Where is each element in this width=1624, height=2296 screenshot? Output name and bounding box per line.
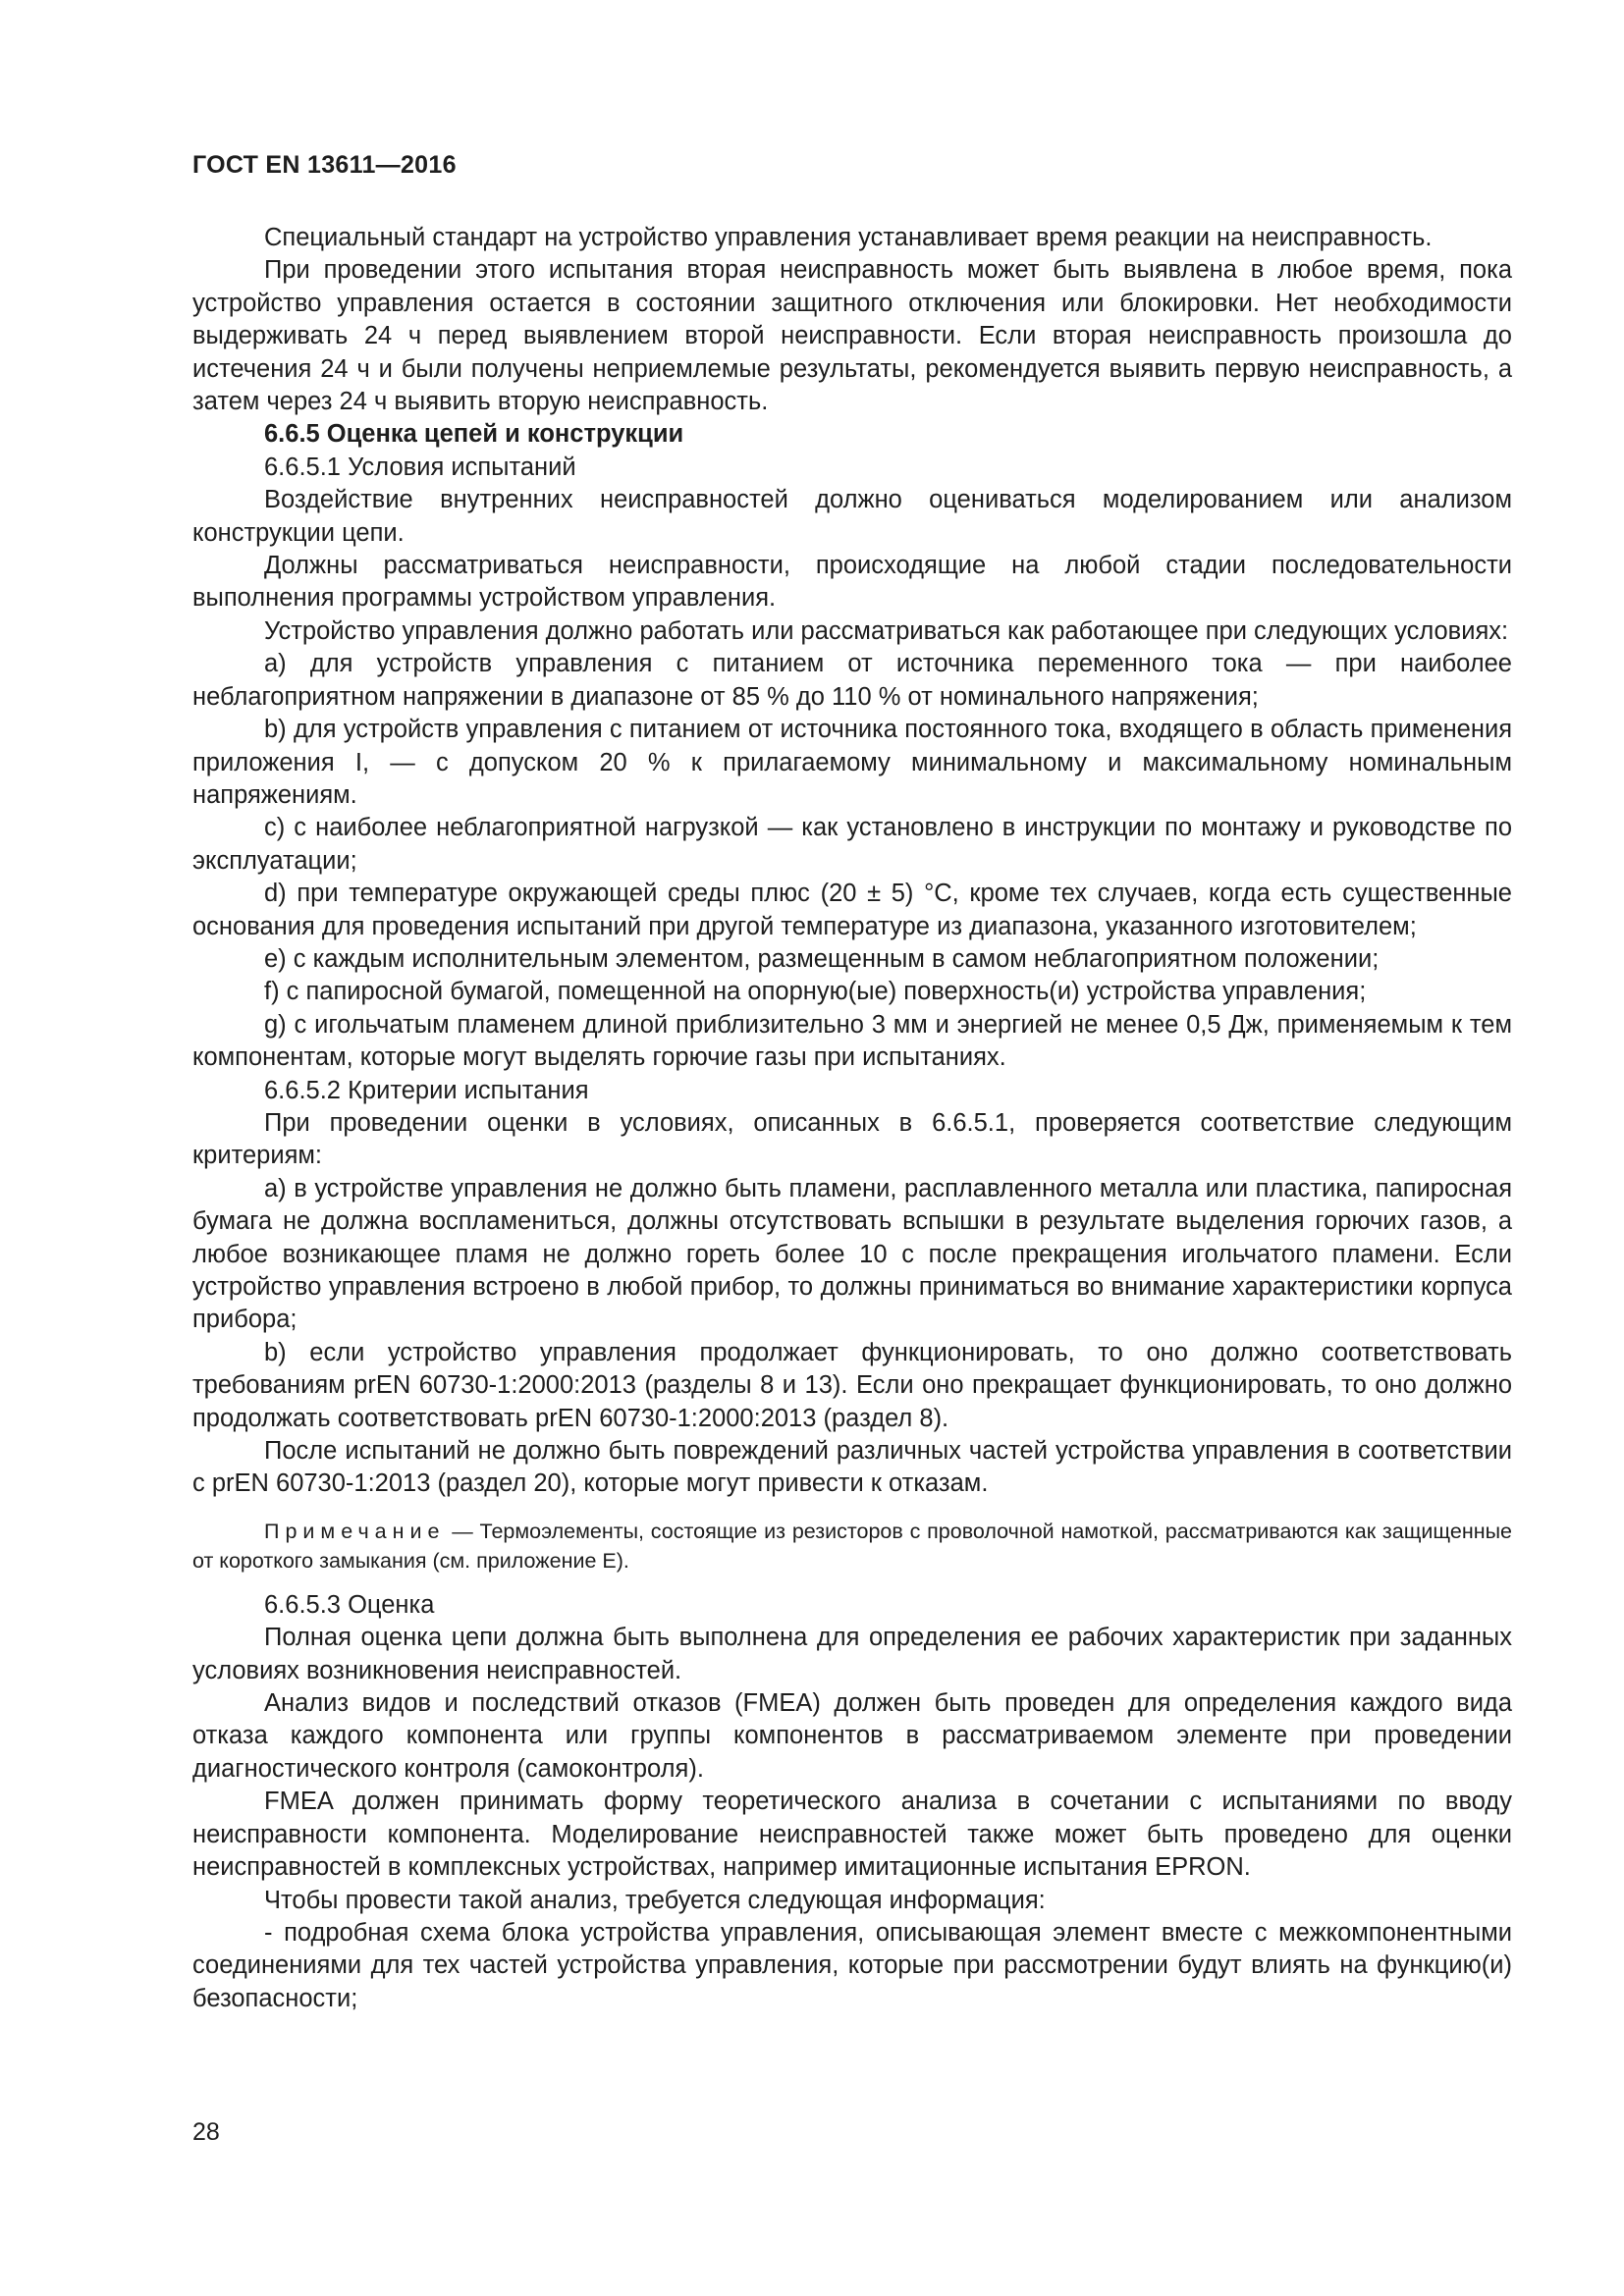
subsection-title-6-6-5-3: 6.6.5.3 Оценка <box>264 1590 435 1619</box>
criteria-item-a: а) в устройстве управления не должно быть пламени, расплавленного металла или пластика, папиросная бумага не должна воспламениться, должны отсутствовать вспышки в результате выделения горючих газов, а любое возникающее пламя не должно гореть более 10 с после прекращения игольчатого пламени. Если устройство управления встроено в любой прибор, то должны приниматься во внимание характеристики корпуса прибора; <box>192 1174 1512 1334</box>
paragraph: Специальный стандарт на устройство управления устанавливает время реакции на неисправность. <box>264 224 1433 251</box>
list-item-d: d) при температуре окружающей среды плюс (20 ± 5) °C, кроме тех случаев, когда есть существенные основания для проведения испытаний при другой температуре из диапазона, указанного изготовителем; <box>192 880 1512 940</box>
note-label: Примечание <box>264 1519 446 1543</box>
document-code: ГОСТ EN 13611—2016 <box>192 151 457 179</box>
paragraph: Полная оценка цепи должна быть выполнена для определения ее рабочих характеристик при заданных условиях возникновения неисправностей. <box>192 1624 1512 1684</box>
list-item-e: e) с каждым исполнительным элементом, размещенным в самом неблагоприятном положении; <box>264 944 1380 973</box>
subsection-title-6-6-5-1: 6.6.5.1 Условия испытаний <box>264 453 576 481</box>
note-text: — Термоэлементы, состоящие из резисторов с проволочной намоткой, рассматриваются как защищенные от короткого замыкания (см. приложение E). <box>192 1519 1512 1573</box>
list-item-b: b) для устройств управления с питанием от источника постоянного тока, входящего в область применения приложения I, — с допуском 20 % к прилагаемому минимальному и максимальному номинальным напряжениям. <box>192 716 1512 809</box>
list-item-dash: - подробная схема блока устройства управления, описывающая элемент вместе с межкомпонентными соединениями для тех частей устройства управления, которые при рассмотрении будут влиять на функцию(и) безопасности; <box>192 1918 1512 2012</box>
paragraph: При проведении оценки в условиях, описанных в 6.6.5.1, проверяется соответствие следующим критериям: <box>192 1108 1512 1170</box>
note <box>192 1517 1512 1575</box>
page-number: 28 <box>192 2118 220 2146</box>
paragraph: Чтобы провести такой анализ, требуется следующая информация: <box>264 1886 1046 1914</box>
list-item-g: g) с игольчатым пламенем длиной приблизительно 3 мм и энергией не менее 0,5 Дж, применяемым к тем компонентам, которые могут выделять горючие газы при испытаниях. <box>192 1010 1512 1072</box>
paragraph: Должны рассматриваться неисправности, происходящие на любой стадии последовательности выполнения программы устройством управления. <box>192 552 1512 613</box>
paragraph: При проведении этого испытания вторая неисправность может быть выявлена в любое время, пока устройство управления остается в состоянии защитного отключения или блокировки. Нет необходимости выдерживать 24 ч перед выявлением второй неисправности. Если вторая неисправность произошла до истечения 24 ч и были получены неприемлемые результаты, рекомендуется выявить первую неисправность, а затем через 24 ч выявить вторую неисправность. <box>192 256 1512 416</box>
list-item-a: а) для устройств управления с питанием от источника переменного тока — при наиболее неблагоприятном напряжении в диапазоне от 85 % до 110 % от номинального напряжения; <box>192 650 1512 711</box>
paragraph: FMEA должен принимать форму теоретического анализа в сочетании с испытаниями по вводу неисправности компонента. Моделирование неисправностей также может быть проведено для оценки неисправностей в комплексных устройствах, например имитационные испытания EPRON. <box>192 1788 1512 1882</box>
document-body <box>192 222 1512 2015</box>
criteria-item-b: b) если устройство управления продолжает функционировать, то оно должно соответствовать требованиям prEN 60730-1:2000:2013 (разделы 8 и 13). Если оно прекращает функционировать, то оно должно продолжать соответствовать prEN 60730-1:2000:2013 (раздел 8). <box>192 1338 1512 1432</box>
paragraph: Анализ видов и последствий отказов (FMEA) должен быть проведен для определения каждого вида отказа каждого компонента или группы компонентов в рассматриваемом элементе при проведении диагностического контроля (самоконтроля). <box>192 1689 1512 1783</box>
subsection-title-6-6-5-2: 6.6.5.2 Критерии испытания <box>264 1076 589 1104</box>
list-item-c: c) с наиболее неблагоприятной нагрузкой — как установлено в инструкции по монтажу и руководстве по эксплуатации; <box>192 814 1512 875</box>
paragraph: После испытаний не должно быть повреждений различных частей устройства управления в соответствии с prEN 60730-1:2013 (раздел 20), которые могут привести к отказам. <box>192 1437 1512 1498</box>
section-heading-6-6-5: 6.6.5 Оценка цепей и конструкции <box>264 420 684 449</box>
paragraph: Устройство управления должно работать или рассматриваться как работающее при следующих условиях: <box>264 616 1509 645</box>
list-item-f: f) с папиросной бумагой, помещенной на опорную(ые) поверхность(и) устройства управления; <box>264 978 1367 1006</box>
paragraph: Воздействие внутренних неисправностей должно оцениваться моделированием или анализом конструкции цепи. <box>192 486 1512 547</box>
